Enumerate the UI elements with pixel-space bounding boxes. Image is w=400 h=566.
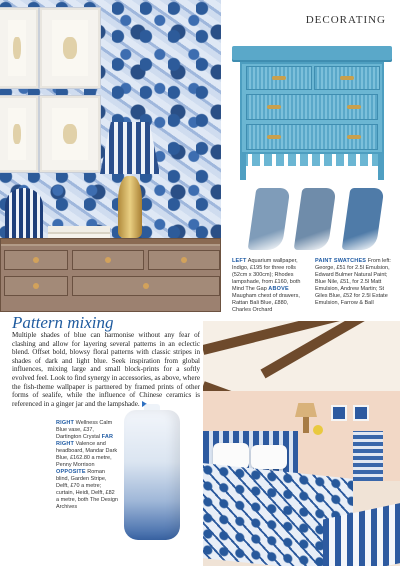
caption-left-above: [232, 258, 308, 314]
caption-label: RIGHT: [56, 420, 75, 426]
framed-print: [0, 8, 38, 88]
caption-label: FAR RIGHT: [56, 434, 114, 447]
caption-text: Wellness Calm Blue vase, £37, Dartington Crystal: [56, 420, 113, 440]
caption-label: LEFT: [232, 258, 247, 264]
painted-chest: [0, 238, 221, 312]
calm-blue-vase: [124, 410, 180, 540]
caption-paint-swatches: [315, 258, 393, 307]
caption-text: Aquarium wallpaper, Indigo, £195 for three rolls (52cm x 300cm); Rhodes lampshade, from £160, both Mind The Gap: [232, 258, 301, 292]
caption-label: ABOVE: [268, 286, 289, 292]
lamp-base: [118, 176, 142, 238]
caption-text: From left: George, £51 for 2.5l Emulsion, Edward Bulmer Natural Paint; Blue Nile, £51, for 2.5l Matt Emulsion, Andrew Martin; St Giles Blue, £52 for 2.5l Estate Emulsion, Farrow & Ball: [315, 258, 391, 306]
article-title: Pattern mixing: [12, 313, 114, 332]
caption-text: Roman blind, Garden Stripe, Delft, £70 a metre; curtain, Heidi, Delft, £82 a metre, both The Design Archives: [56, 469, 118, 510]
bedroom-photo: [203, 321, 400, 566]
wallpaper-interior-photo: [0, 0, 221, 312]
caption-label: OPPOSITE: [56, 469, 86, 475]
swatch-st-giles-blue: [342, 188, 385, 250]
caption-label: PAINT SWATCHES: [315, 258, 367, 264]
framed-print: [40, 8, 100, 88]
paint-swatches: [252, 188, 392, 252]
rattan-chest-of-drawers: [232, 46, 392, 180]
section-label: DECORATING: [305, 14, 386, 26]
swatch-george: [248, 188, 291, 250]
caption-text: Valence and headboard, Mandar Dark Blue, £162.80 a metre, Penny Morrison: [56, 441, 118, 468]
swatch-blue-nile: [294, 188, 337, 250]
framed-print: [40, 96, 100, 172]
article-body: [12, 331, 200, 408]
framed-print: [0, 96, 38, 172]
caption-right-far-right-opposite: [56, 420, 118, 511]
article-body-text: Multiple shades of blue can harmonise without any fear of clashing and allow for layering several patterns in an eclectic blend. Offset bold, blowsy floral patterns with classic stripes in shades of dark and light blue. Seek inspiration from global influences, mixing large and small block-prints for a softly evolved feel. Look to find synergy in accessories, as above, where the fish-theme wallpaper is partnered by framed prints of other forms of sealife, while the influence of Chinese ceramics is referenced in a ginger jar and the lampshade.: [12, 331, 200, 408]
caption-text: Maugham chest of drawers, Rattan Bali Blue, £880, Charles Orchard: [232, 293, 300, 313]
